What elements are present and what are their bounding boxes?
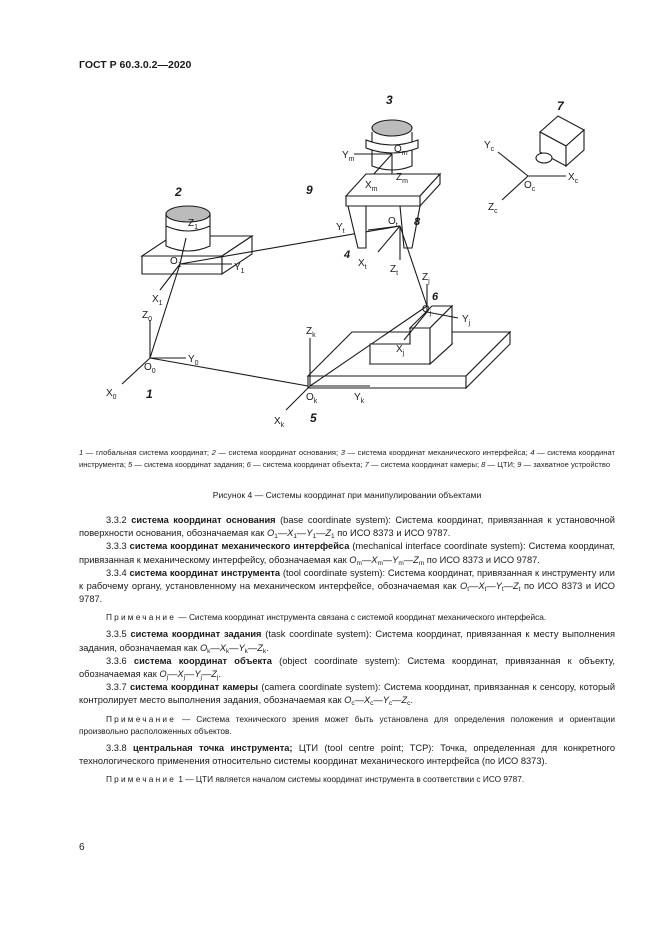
label-object-z: $Z_j$ (422, 272, 430, 285)
document-body (79, 514, 615, 790)
legend-text-3: — система координат механического интерфейса; (344, 448, 531, 457)
label-base-x: $X_1$ (152, 294, 163, 307)
section-3-3-5: 3.3.5 система координат задания (task coordinate system): Система координат, привязанная к месту выполнения задания, обозначаемая как $O_k—X_k—Y_k—Z_k$. (79, 629, 615, 655)
note-vision-system: Примечание — Система технического зрения может быть установлена для определения положения и ориентации произвольно расположенных объектов. (79, 713, 615, 736)
legend-num-4: 4 (530, 448, 535, 457)
fig-num-6: 6 (432, 291, 439, 303)
page-number: 6 (79, 842, 85, 853)
link-global-task (150, 358, 308, 386)
label-global-z: $Z_0$ (142, 310, 153, 323)
fig-num-4: 4 (344, 249, 351, 261)
legend-text-9: — захватное устройство (521, 459, 611, 469)
fig-num-9: 9 (306, 183, 313, 197)
legend-num-7: 7 (364, 459, 369, 469)
label-base-o: $O_1$ (170, 256, 182, 269)
legend-num-2: 2 (211, 448, 216, 457)
label-task-z: $Z_k$ (306, 326, 316, 339)
legend-text-5: — система координат задания; (132, 459, 247, 469)
link-global-base (150, 264, 180, 358)
label-global-y: $Y_0$ (188, 354, 199, 367)
label-task-x: $X_k$ (274, 416, 285, 429)
fig-num-7: 7 (557, 99, 564, 113)
label-global-o: $O_0$ (144, 362, 156, 375)
document-header: ГОСТ Р 60.3.0.2—2020 (79, 59, 192, 71)
section-3-3-2: 3.3.2 система координат основания (base coordinate system): Система координат, привязанная к установочной поверхности основания, обозначаемая как $O_1—X_1—Y_1—Z_1$ по ИСО 8373 и ИСО 9787. (79, 515, 615, 541)
label-object-o: $O_j$ (422, 304, 432, 317)
legend-text-2: — система координат основания; (215, 448, 341, 457)
fig-num-5: 5 (310, 411, 317, 425)
figure-caption: Рисунок 4 — Системы координат при манипулировании объектами (212, 490, 482, 500)
legend-text-6: — система координат объекта; (250, 459, 365, 469)
figure-legend (79, 447, 615, 470)
legend-text-4: — система координат инструмента; (79, 448, 616, 469)
label-task-y: $Y_k$ (354, 392, 365, 405)
label-tool-o: $O_t$ (388, 216, 398, 229)
label-tool-x: $X_t$ (358, 258, 367, 271)
legend-text-7: — система координат камеры; (368, 459, 482, 469)
label-mech-o: $O_m$ (394, 144, 408, 157)
legend-num-9: 9 (517, 459, 522, 469)
label-camera-z: $Z_c$ (488, 202, 498, 215)
camera-y-axis (498, 152, 528, 176)
legend-num-5: 5 (128, 459, 133, 469)
legend-text-1: — глобальная система координат; (83, 448, 212, 457)
legend-num-8: 8 (481, 459, 486, 469)
coordinate-systems-figure (70, 88, 630, 438)
fig-num-3: 3 (386, 93, 393, 107)
label-object-x: $X_j$ (396, 344, 405, 357)
label-base-y: $Y_1$ (234, 262, 245, 275)
label-tool-y: $Y_t$ (336, 222, 345, 235)
fig-num-2: 2 (175, 185, 182, 199)
section-3-3-4: 3.3.4 система координат инструмента (tool coordinate system): Система координат, привязанная к инструменту или к рабочему органу, установленному на механическом интерфейсе, обозначаемая как $O_t—X_t—Y_t—Z_t$ по ИСО 8373 и ИСО 9787. (79, 567, 615, 605)
label-mech-y: $Y_m$ (342, 150, 355, 163)
gripper-front (346, 196, 420, 206)
note-tool-system: Примечание — Система координат инструмента связана с системой координат механического интерфейса. (106, 612, 547, 623)
label-camera-x: $X_c$ (568, 172, 579, 185)
section-3-3-7: 3.3.7 система координат камеры (camera coordinate system): Система координат, привязанная к сенсору, который контролирует место выполнения задания, обозначаемая как $O_c—X_c—Y_c—Z_c$. (79, 682, 616, 708)
label-mech-z: $Z_m$ (396, 172, 408, 185)
legend-text-8: — ЦТИ; (485, 459, 518, 469)
section-3-3-6: 3.3.6 система координат объекта (object coordinate system): Система координат, привязанная к объекту, обозначаемая как $O_j—X_j—Y_j—Z_j$. (79, 655, 615, 682)
tool-x-axis (378, 226, 400, 252)
note-tcp: Примечание 1 — ЦТИ является началом системы координат инструмента в соответствии с ИСО 9787. (106, 774, 525, 785)
fig-num-8: 8 (414, 216, 421, 228)
label-base-z: $Z_1$ (188, 218, 199, 231)
label-tool-z: $Z_t$ (390, 264, 399, 277)
label-camera-o: $O_c$ (524, 180, 536, 193)
gripper-jaw-left (348, 206, 366, 248)
legend-num-3: 3 (340, 448, 345, 457)
camera-lens (536, 153, 552, 163)
label-camera-y: $Y_c$ (484, 140, 495, 153)
fig-num-1: 1 (146, 387, 153, 401)
label-mech-x: $X_m$ (365, 180, 378, 193)
section-3-3-8: 3.3.8 центральная точка инструмента; ЦТИ (tool centre point; TCP): Точка, определенная для конкретного технологического применения относительно системы координат механического интерфейса (по ИСО 8373). (79, 742, 615, 766)
legend-num-1: 1 (79, 448, 84, 457)
section-3-3-3: 3.3.3 система координат механического интерфейса (mechanical interface coordinate system): Система координат, привязанная к механическому интерфейсу, обозначаемая как $O_m—X_m—Y_m—Z_m$ по ИСО 8373 и ИСО 9787. (79, 541, 615, 567)
flange-top (372, 120, 412, 136)
label-object-y: $Y_j$ (462, 314, 471, 327)
label-task-o: $O_k$ (306, 392, 318, 405)
legend-num-6: 6 (246, 459, 251, 469)
label-global-x: $X_0$ (106, 388, 117, 401)
